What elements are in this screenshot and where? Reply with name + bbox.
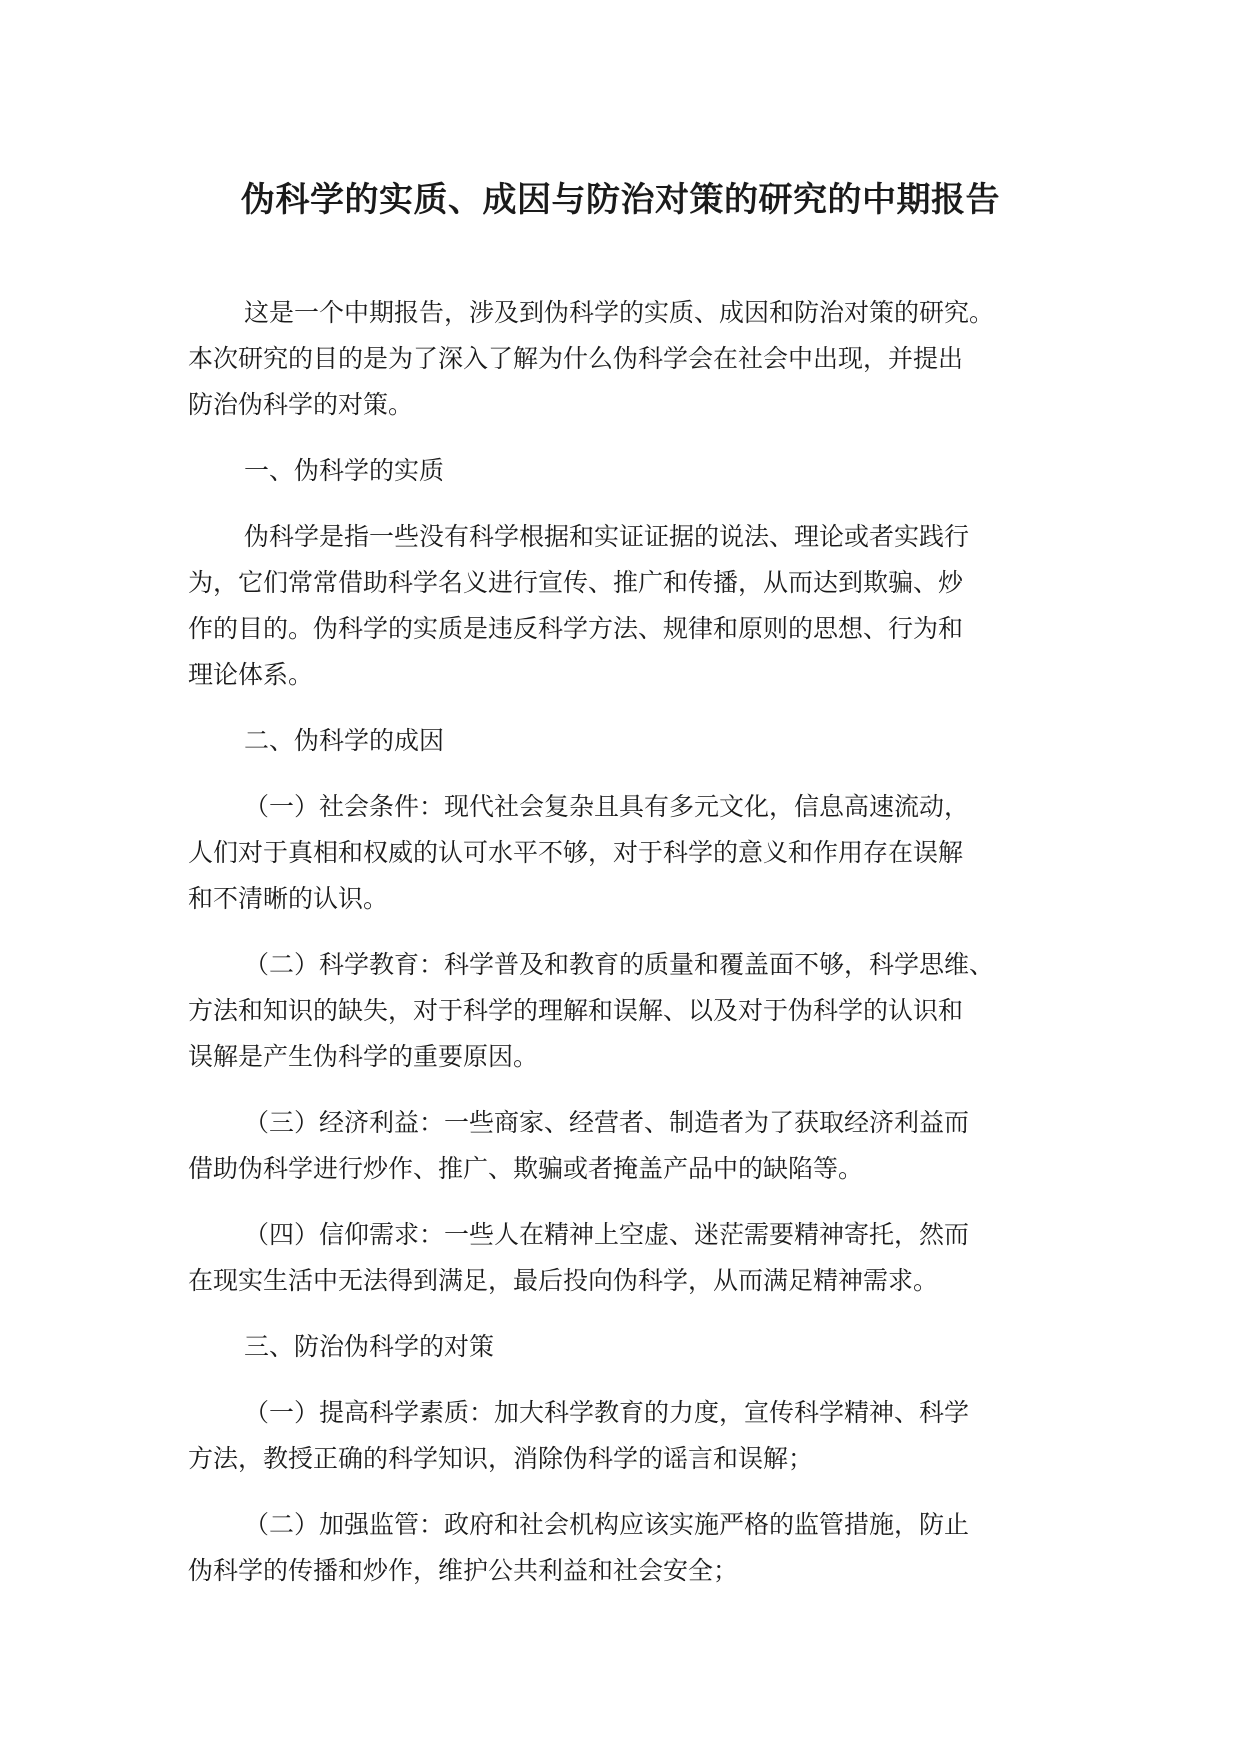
paragraph-line: 防治伪科学的对策。 — [188, 390, 414, 419]
paragraph-line: （一）社会条件：现代社会复杂且具有多元文化，信息高速流动， — [244, 792, 970, 821]
paragraph-line: 本次研究的目的是为了深入了解为什么伪科学会在社会中出现，并提出 — [188, 344, 964, 373]
paragraph-line: （三）经济利益：一些商家、经营者、制造者为了获取经济利益而 — [244, 1108, 970, 1137]
paragraph-cause-economic — [188, 1100, 1068, 1192]
paragraph-cause-education — [188, 942, 1068, 1080]
section-heading-countermeasures — [188, 1324, 1068, 1370]
paragraph-measure-literacy — [188, 1390, 1068, 1482]
section-heading-causes — [188, 718, 1068, 764]
paragraph-line: （二）加强监管：政府和社会机构应该实施严格的监管措施，防止 — [244, 1510, 970, 1539]
section-heading-essence — [188, 448, 1068, 494]
paragraph-line: （二）科学教育：科学普及和教育的质量和覆盖面不够，科学思维、 — [244, 950, 995, 979]
paragraph-line: 误解是产生伪科学的重要原因。 — [188, 1042, 539, 1071]
paragraph-line: 方法，教授正确的科学知识，消除伪科学的谣言和误解； — [188, 1444, 814, 1473]
paragraph-line: 人们对于真相和权威的认可水平不够，对于科学的意义和作用存在误解 — [188, 838, 964, 867]
section-heading: 三、防治伪科学的对策 — [244, 1332, 495, 1361]
paragraph-essence — [188, 514, 1068, 698]
document-title: 伪科学的实质、成因与防治对策的研究的中期报告 — [241, 180, 1000, 220]
paragraph-line: （一）提高科学素质：加大科学教育的力度，宣传科学精神、科学 — [244, 1398, 970, 1427]
section-heading: 二、伪科学的成因 — [244, 726, 445, 755]
paragraph-line: 作的目的。伪科学的实质是违反科学方法、规律和原则的思想、行为和 — [188, 614, 964, 643]
paragraph-line: 这是一个中期报告，涉及到伪科学的实质、成因和防治对策的研究。 — [244, 298, 995, 327]
document-body — [188, 290, 1068, 1594]
paragraph-measure-supervision — [188, 1502, 1068, 1594]
paragraph-line: 伪科学是指一些没有科学根据和实证证据的说法、理论或者实践行 — [244, 522, 970, 551]
section-heading: 一、伪科学的实质 — [244, 456, 445, 485]
paragraph-line: 和不清晰的认识。 — [188, 884, 389, 913]
paragraph-cause-belief — [188, 1212, 1068, 1304]
paragraph-line: 伪科学的传播和炒作，维护公共利益和社会安全； — [188, 1556, 739, 1585]
paragraph-line: （四）信仰需求：一些人在精神上空虚、迷茫需要精神寄托，然而 — [244, 1220, 970, 1249]
paragraph-line: 在现实生活中无法得到满足，最后投向伪科学，从而满足精神需求。 — [188, 1266, 939, 1295]
paragraph-line: 方法和知识的缺失，对于科学的理解和误解、以及对于伪科学的认识和 — [188, 996, 964, 1025]
paragraph-intro — [188, 290, 1068, 428]
paragraph-line: 借助伪科学进行炒作、推广、欺骗或者掩盖产品中的缺陷等。 — [188, 1154, 864, 1183]
paragraph-line: 理论体系。 — [188, 660, 314, 689]
paragraph-line: 为，它们常常借助科学名义进行宣传、推广和传播，从而达到欺骗、炒 — [188, 568, 964, 597]
paragraph-cause-social — [188, 784, 1068, 922]
